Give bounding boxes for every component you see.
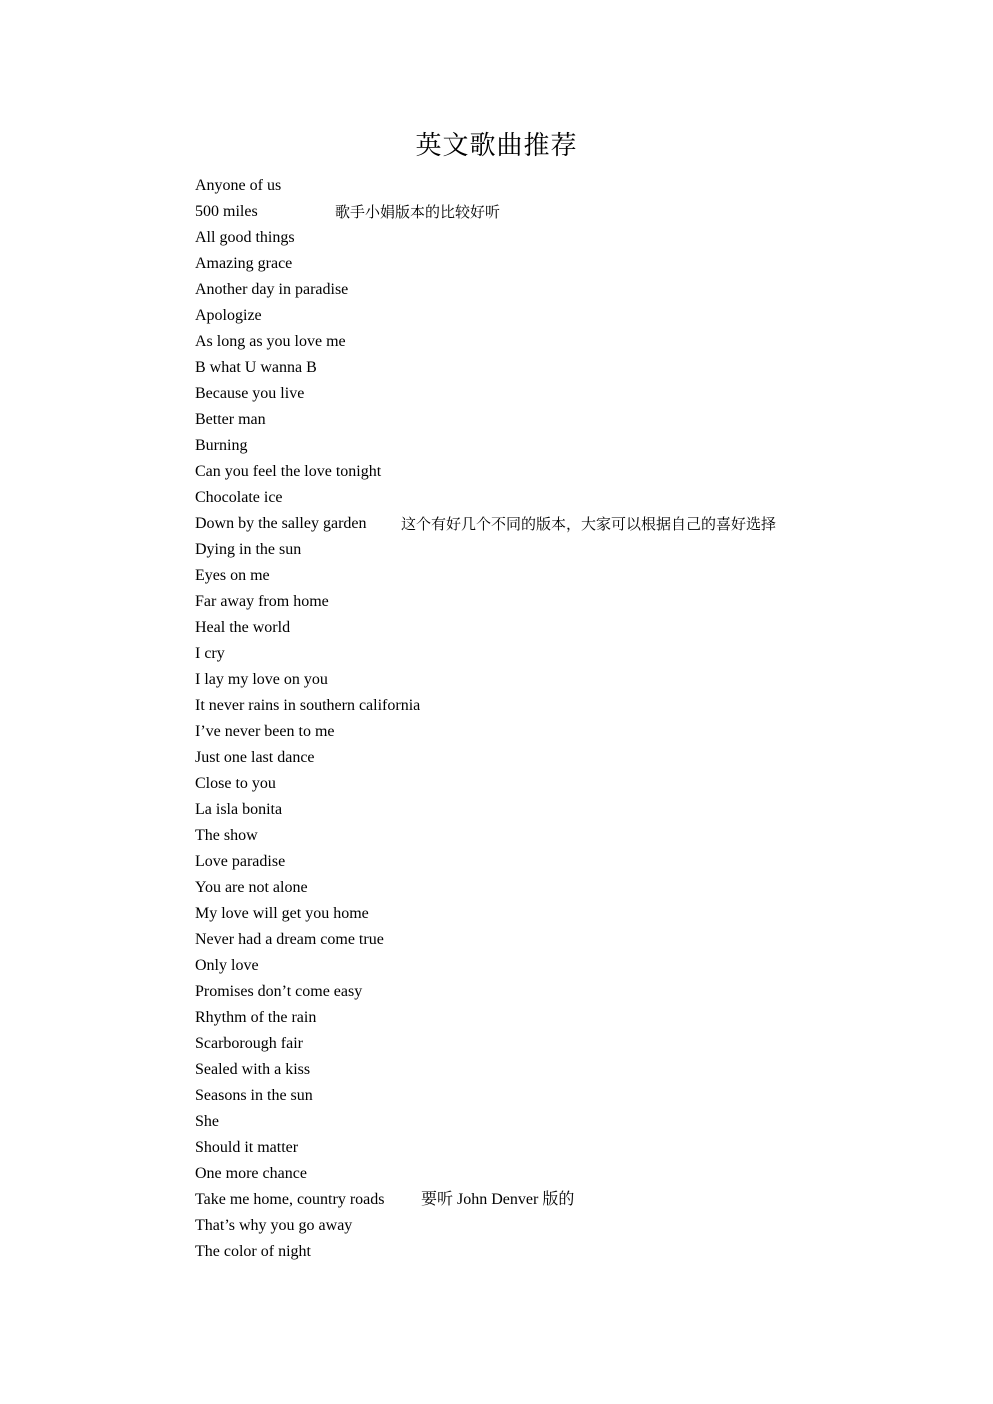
list-item bbox=[195, 433, 955, 459]
list-item bbox=[195, 901, 955, 927]
list-item bbox=[195, 1083, 955, 1109]
list-item bbox=[195, 537, 955, 563]
song-title: As long as you love me bbox=[195, 333, 346, 350]
list-item bbox=[195, 693, 955, 719]
list-item bbox=[195, 615, 955, 641]
song-title: Down by the salley garden bbox=[195, 515, 367, 532]
song-title: Promises don’t come easy bbox=[195, 983, 363, 1000]
list-item bbox=[195, 355, 955, 381]
song-title: Chocolate ice bbox=[195, 489, 283, 506]
song-title: Should it matter bbox=[195, 1139, 299, 1156]
list-item bbox=[195, 875, 955, 901]
list-item bbox=[195, 303, 955, 329]
song-title: Heal the world bbox=[195, 619, 291, 636]
song-title: Eyes on me bbox=[195, 567, 270, 584]
song-title: Anyone of us bbox=[195, 177, 282, 194]
list-item bbox=[195, 1187, 955, 1213]
song-title: Seasons in the sun bbox=[195, 1087, 313, 1104]
song-title: Better man bbox=[195, 411, 266, 428]
list-item bbox=[195, 381, 955, 407]
song-title: You are not alone bbox=[195, 879, 308, 896]
song-title: The color of night bbox=[195, 1243, 311, 1260]
song-title: B what U wanna B bbox=[195, 359, 317, 376]
song-title: It never rains in southern california bbox=[195, 697, 421, 714]
song-title: I’ve never been to me bbox=[195, 723, 335, 740]
song-title: Apologize bbox=[195, 307, 262, 324]
list-item bbox=[195, 849, 955, 875]
song-title: Can you feel the love tonight bbox=[195, 463, 382, 480]
list-item bbox=[195, 823, 955, 849]
song-title: Only love bbox=[195, 957, 259, 974]
list-item bbox=[195, 225, 955, 251]
song-title: One more chance bbox=[195, 1165, 307, 1182]
list-item bbox=[195, 1031, 955, 1057]
list-item bbox=[195, 979, 955, 1005]
list-item bbox=[195, 173, 955, 199]
song-title: She bbox=[195, 1113, 219, 1130]
song-title: Because you live bbox=[195, 385, 305, 402]
song-title: Just one last dance bbox=[195, 749, 315, 766]
list-item bbox=[195, 459, 955, 485]
list-item bbox=[195, 563, 955, 589]
list-item bbox=[195, 589, 955, 615]
song-title: Scarborough fair bbox=[195, 1035, 303, 1052]
list-item bbox=[195, 1057, 955, 1083]
page-title: 英文歌曲推荐 bbox=[415, 131, 578, 161]
song-title: 500 miles bbox=[195, 203, 258, 220]
list-item bbox=[195, 719, 955, 745]
song-note: 这个有好几个不同的版本，大家可以根据自己的喜好选择 bbox=[401, 515, 777, 533]
list-item bbox=[195, 199, 955, 225]
song-note: 要听 John Denver 版的 bbox=[421, 1191, 575, 1208]
list-item bbox=[195, 1005, 955, 1031]
list-item bbox=[195, 329, 955, 355]
list-item bbox=[195, 1161, 955, 1187]
song-title: Never had a dream come true bbox=[195, 931, 384, 948]
song-title: My love will get you home bbox=[195, 905, 369, 922]
list-item bbox=[195, 771, 955, 797]
song-title: Love paradise bbox=[195, 853, 286, 870]
list-item bbox=[195, 745, 955, 771]
song-title: Sealed with a kiss bbox=[195, 1061, 311, 1078]
song-title: Take me home, country roads bbox=[195, 1191, 385, 1208]
song-title: Close to you bbox=[195, 775, 276, 792]
song-title: The show bbox=[195, 827, 258, 844]
list-item bbox=[195, 953, 955, 979]
list-item bbox=[195, 927, 955, 953]
list-item bbox=[195, 1135, 955, 1161]
song-title: La isla bonita bbox=[195, 801, 283, 818]
list-item bbox=[195, 277, 955, 303]
song-list bbox=[195, 173, 955, 1265]
song-title: Rhythm of the rain bbox=[195, 1009, 317, 1026]
song-title: Burning bbox=[195, 437, 248, 454]
song-note: 歌手小娟版本的比较好听 bbox=[335, 203, 501, 221]
list-item bbox=[195, 641, 955, 667]
song-title: All good things bbox=[195, 229, 295, 246]
list-item bbox=[195, 511, 955, 537]
song-title: Another day in paradise bbox=[195, 281, 349, 298]
list-item bbox=[195, 485, 955, 511]
list-item bbox=[195, 1109, 955, 1135]
list-item bbox=[195, 797, 955, 823]
list-item bbox=[195, 1239, 955, 1265]
list-item bbox=[195, 1213, 955, 1239]
song-title: Dying in the sun bbox=[195, 541, 302, 558]
list-item bbox=[195, 667, 955, 693]
list-item bbox=[195, 251, 955, 277]
song-title: I lay my love on you bbox=[195, 671, 328, 688]
song-title: That’s why you go away bbox=[195, 1217, 353, 1234]
song-title: I cry bbox=[195, 645, 225, 662]
song-title: Far away from home bbox=[195, 593, 329, 610]
song-title: Amazing grace bbox=[195, 255, 293, 272]
list-item bbox=[195, 407, 955, 433]
